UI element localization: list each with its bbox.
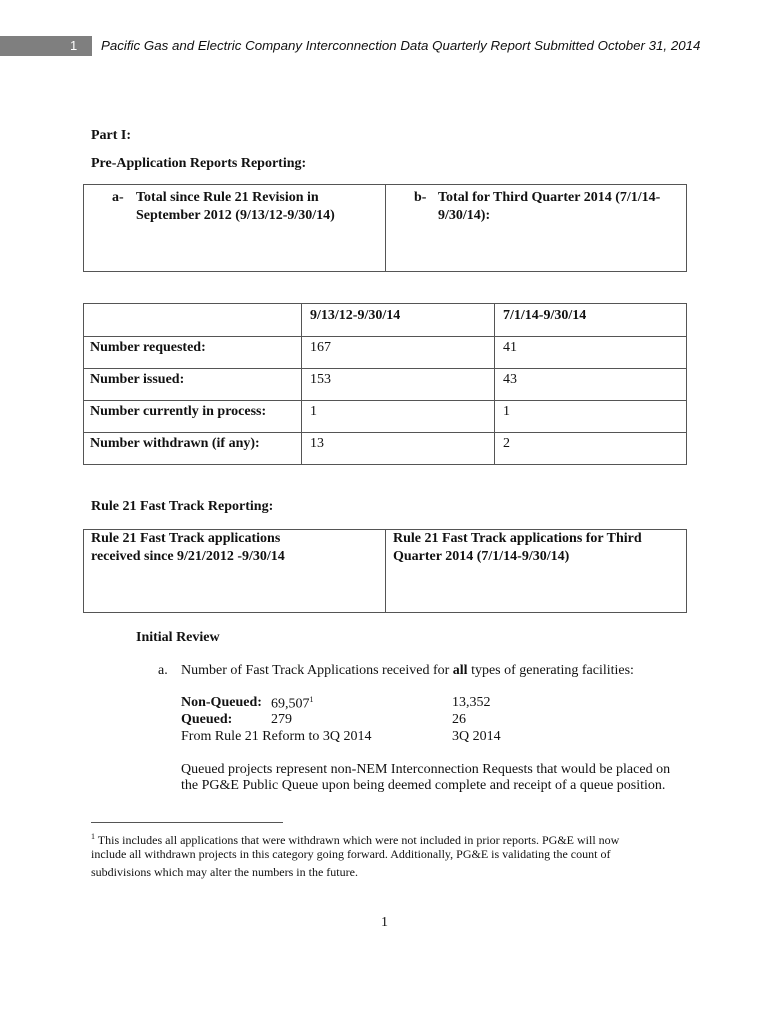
table-row — [84, 401, 687, 433]
initial-review-heading: Initial Review — [136, 630, 220, 645]
item-text-before: Number of Fast Track Applications received for — [181, 663, 453, 678]
col-b-line1: Total for Third Quarter 2014 (7/1/14- — [438, 190, 661, 205]
queued-note-line1: Queued projects represent non-NEM Interconnection Requests that would be placed on — [181, 762, 671, 777]
footnote-marker: 1 — [91, 832, 95, 841]
table-row — [84, 433, 687, 465]
table-row-label: Number withdrawn (if any): — [84, 433, 302, 465]
table-row-label: Number issued: — [84, 369, 302, 401]
table-cell: 13 — [302, 433, 495, 465]
footnote-separator — [91, 822, 283, 823]
col-a-line2: September 2012 (9/13/12-9/30/14) — [136, 208, 335, 223]
footnote-ref: 1 — [309, 695, 314, 704]
item-marker: a. — [158, 663, 168, 678]
table-row-label: Number requested: — [84, 337, 302, 369]
table-cell: 167 — [302, 337, 495, 369]
table-row — [84, 369, 687, 401]
table-header-cell: 7/1/14-9/30/14 — [495, 304, 687, 337]
fast-track-heading: Rule 21 Fast Track Reporting: — [91, 499, 274, 514]
fast-track-right-line2: Quarter 2014 (7/1/14-9/30/14) — [393, 549, 570, 564]
col-a-line1: Total since Rule 21 Revision in — [136, 190, 319, 205]
part-heading: Part I: — [91, 128, 132, 143]
table-row-label: Number currently in process: — [84, 401, 302, 433]
item-text-after: types of generating facilities: — [467, 663, 634, 678]
queued-note-line2: the PG&E Public Queue upon being deemed complete and receipt of a queue position. — [181, 778, 666, 793]
header-bar — [0, 36, 92, 56]
item-text — [181, 663, 634, 679]
nonqueued-label: Non-Queued: — [181, 695, 262, 710]
fast-track-left-line1: Rule 21 Fast Track applications — [91, 531, 281, 546]
table-cell: 43 — [495, 369, 687, 401]
queued-total: 279 — [271, 712, 292, 727]
nonqueued-quarter: 13,352 — [452, 695, 491, 710]
table-header-cell: 9/13/12-9/30/14 — [302, 304, 495, 337]
header-page-number: 1 — [70, 38, 78, 53]
page-footer-number: 1 — [381, 915, 388, 930]
queued-label: Queued: — [181, 712, 233, 727]
table-header-row — [84, 304, 687, 337]
col-b-marker: b- — [414, 190, 427, 205]
table-cell: 153 — [302, 369, 495, 401]
table-cell: 1 — [495, 401, 687, 433]
period-quarter: 3Q 2014 — [452, 729, 501, 744]
header-title: Pacific Gas and Electric Company Interconnection Data Quarterly Report Submitted October 31, 2014 — [101, 38, 701, 53]
footnote-line1: This includes all applications that were withdrawn which were not included in prior reports. PG&E will now — [95, 833, 620, 847]
table-cell: 2 — [495, 433, 687, 465]
table-row — [84, 337, 687, 369]
table-header-cell — [84, 304, 302, 337]
pre-application-box-divider — [385, 184, 386, 272]
footnote-line3: subdivisions which may alter the numbers in the future. — [91, 865, 358, 879]
nonqueued-total — [271, 695, 314, 713]
col-a-marker: a- — [112, 190, 124, 205]
queued-quarter: 26 — [452, 712, 466, 727]
item-text-bold: all — [452, 663, 468, 678]
table-cell: 1 — [302, 401, 495, 433]
period-total: From Rule 21 Reform to 3Q 2014 — [181, 729, 372, 744]
fast-track-box-divider — [385, 529, 386, 613]
pre-application-table — [83, 303, 687, 465]
footnote-line2: include all withdrawn projects in this category going forward. Additionally, PG&E is validating the count of — [91, 847, 611, 861]
col-b-line2: 9/30/14): — [438, 208, 491, 223]
nonqueued-total-value: 69,507 — [271, 696, 310, 712]
fast-track-left-line2: received since 9/21/2012 -9/30/14 — [91, 549, 285, 564]
fast-track-right-line1: Rule 21 Fast Track applications for Third — [393, 531, 642, 546]
table-cell: 41 — [495, 337, 687, 369]
pre-application-heading: Pre-Application Reports Reporting: — [91, 156, 307, 171]
